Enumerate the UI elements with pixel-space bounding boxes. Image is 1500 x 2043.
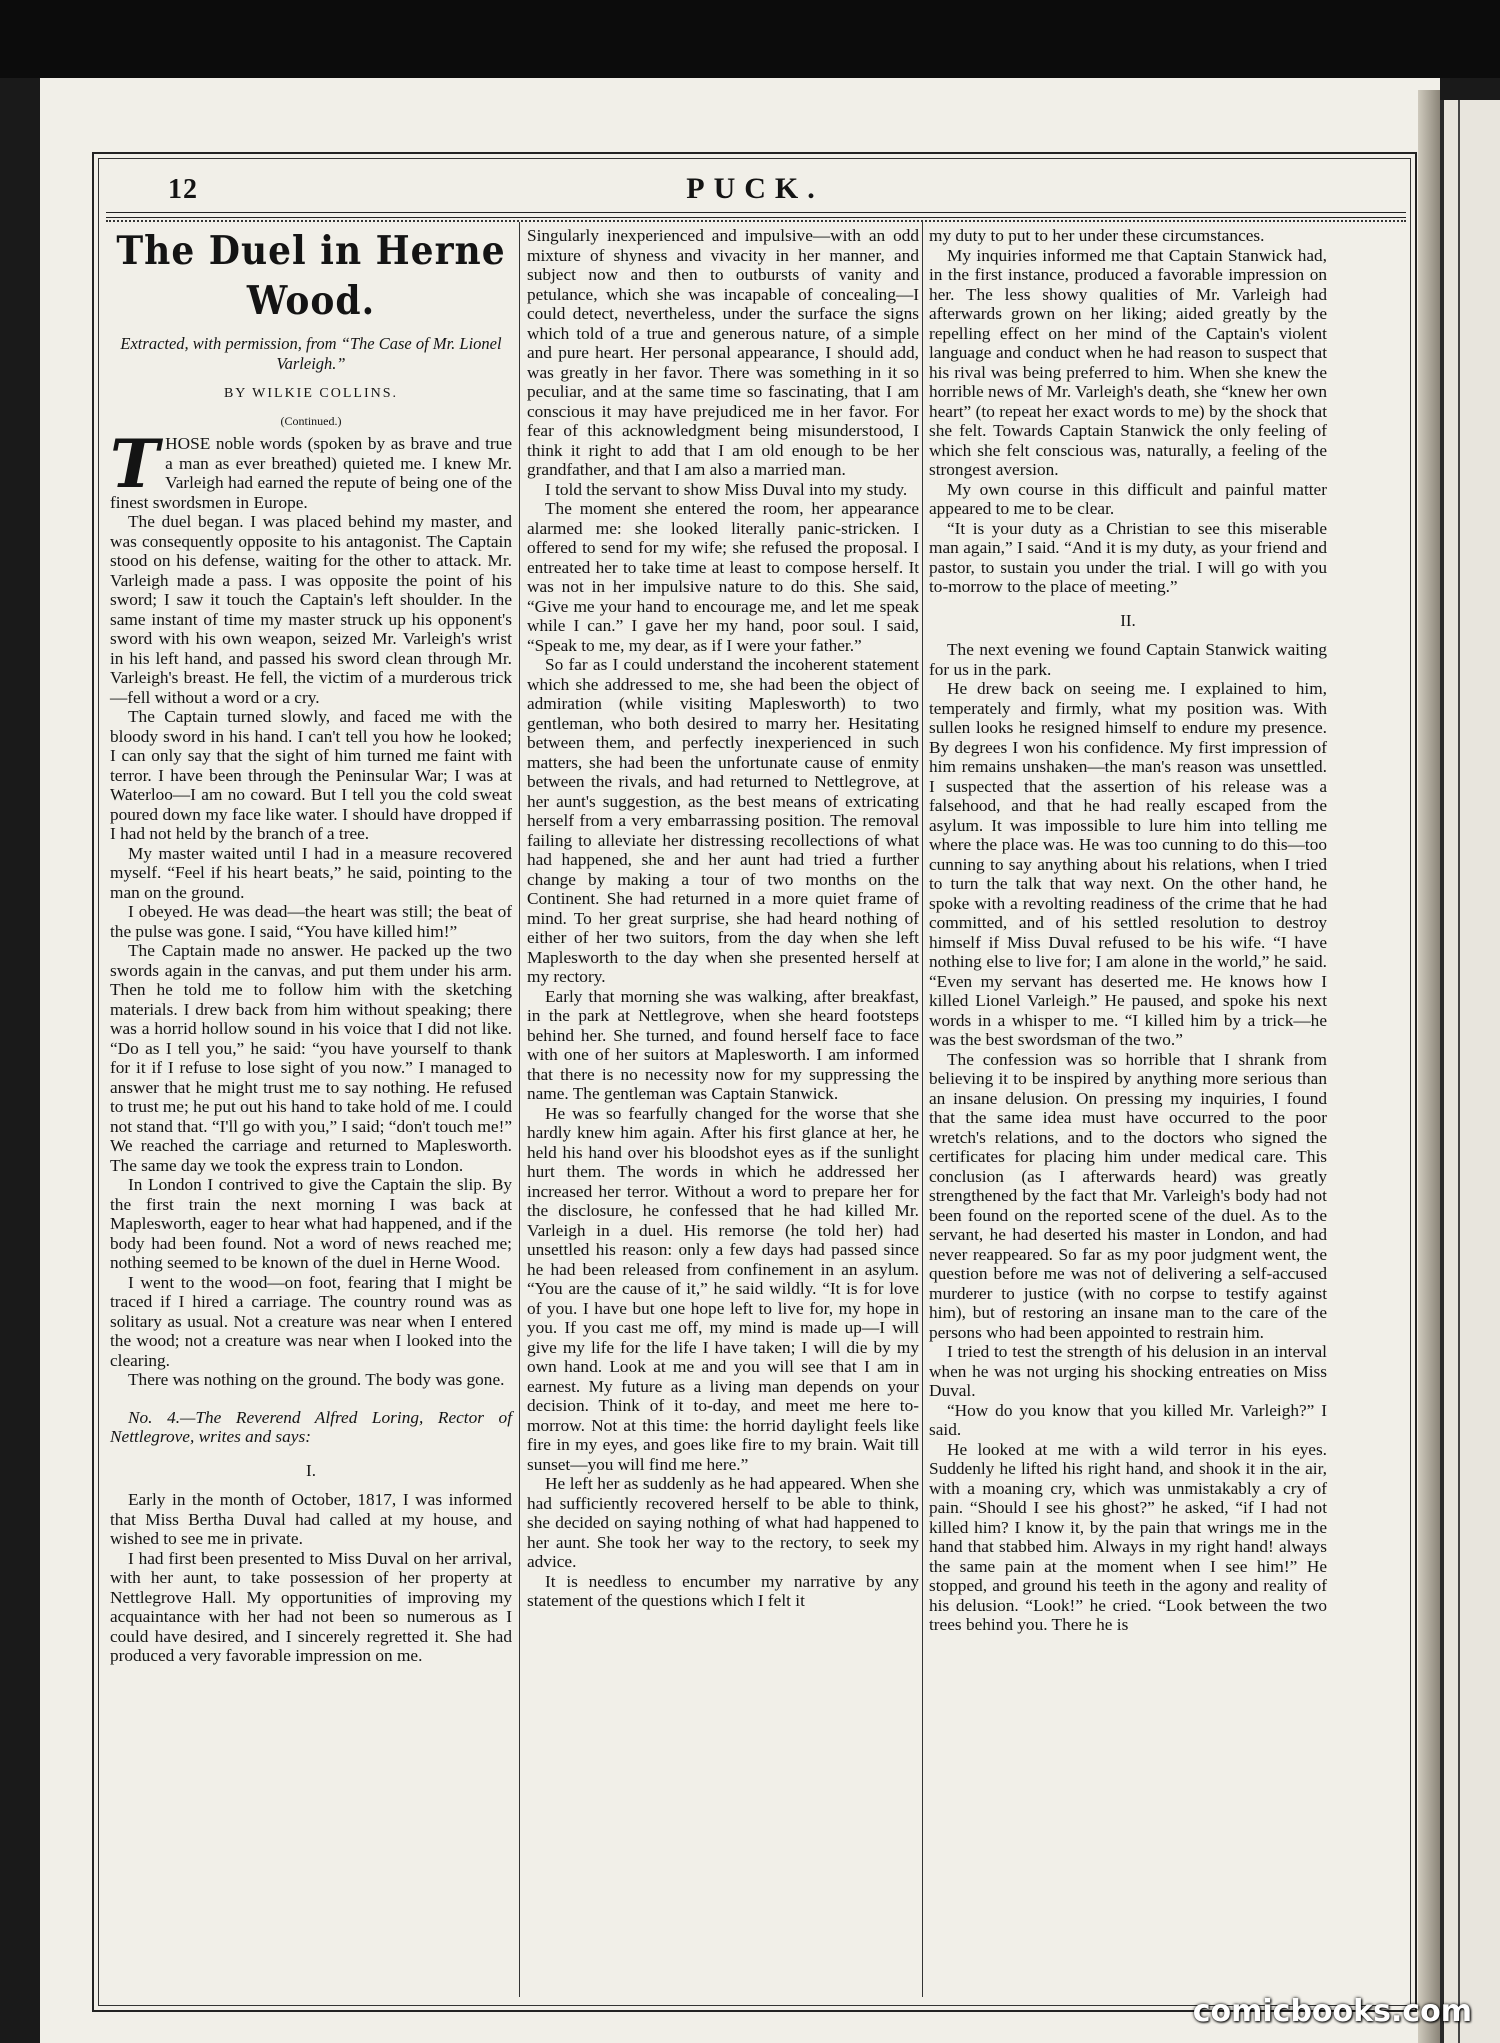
paragraph: I obeyed. He was dead—the heart was still; the beat of the pulse was gone. I said, “You have killed him!”: [110, 902, 512, 941]
header-rule: [106, 212, 1406, 218]
header-dotted-rule: [106, 220, 1406, 222]
page-header: [100, 172, 1410, 212]
paragraph: He drew back on seeing me. I explained to him, temperately and firmly, what my position was. With sullen looks he resigned himself to endure my presence. By degrees I won his confidence. My first impression of him remains unshaken—the man's reason was unsettled. I suspected that the assertion of his release was a falsehood, and that he had really escaped from the asylum. It was impossible to lure him into telling me where the place was. He was too cunning to do this—too cunning to say anything about his relations, when I tried to turn the talk that way next. On the other hand, he spoke with a revolting readiness of the crime that he had committed, and of his settled resolution to destroy himself if Miss Duval refused to be his wife. “I have nothing else to live for; I am alone in the world,” he said. “Even my servant has deserted me. He knows how I killed Lionel Varleigh.” He paused, and spoke his next words in a whisper to me. “I killed him by a trick—he was the best swordsman of the two.”: [929, 679, 1327, 1049]
paragraph: I had first been presented to Miss Duval on her arrival, with her aunt, to take possession of her property at Nettlegrove Hall. My opportunities of improving my acquaintance with her had not been so numerous as I could have desired, and I sincerely regretted it. She had produced a very favorable impression on me.: [110, 1548, 512, 1665]
facing-page-edge: [1440, 100, 1500, 2043]
paragraph: I told the servant to show Miss Duval into my study.: [545, 479, 908, 499]
paragraph: Singularly inexperienced and impulsive—with an odd mixture of shyness and vivacity in her manner, and subject now and then to outbursts of vanity and petulance, which she was incapable of concealing—I could detect, nevertheless, under the surface the signs which told of a true and generous nature, of a simple and pure heart. Her personal appearance, I should add, was greatly in her favor. There was something in it so peculiar, and at the same time so fascinating, that I am conscious it may have prejudiced me in her favor. For fear of this acknowledgment being misunderstood, I think it right to add that I am old enough to be her grandfather, and that I am also a married man.: [527, 226, 919, 479]
section-number: II.: [1120, 610, 1136, 630]
column-1: [110, 226, 512, 1666]
paragraph: He left her as suddenly as he had appeared. When she had sufficiently recovered herself to be able to think, she decided on saying nothing of what had happened to her aunt. She took her way to the rectory, to seek my advice.: [527, 1474, 919, 1571]
paragraph: The moment she entered the room, her appearance alarmed me: she looked literally panic-stricken. I offered to send for my wife; she refused the proposal. I entreated her to take time at least to compose herself. It was not in her impulsive nature to do this. She said, “Give me your hand to encourage me, and let me speak while I can.” I gave her my hand, poor soul. I said, “Speak to me, my dear, as if I were your father.”: [527, 499, 919, 655]
masthead: PUCK.: [686, 172, 824, 205]
scan-top-border: [0, 0, 1500, 78]
paragraph: I went to the wood—on foot, fearing that I might be traced if I hired a carriage. The country round was as solitary as usual. Not a creature was near when I entered the wood; not a creature was near when I looked into the clearing.: [110, 1272, 512, 1370]
paragraph: In London I contrived to give the Captain the slip. By the first train the next morning I was back at Maplesworth, eager to hear what had happened, and if the body had been found. Not a word of news reached me; nothing seemed to be known of the duel in Herne Wood.: [110, 1175, 512, 1272]
article-extract-note: Extracted, with permission, from “The Case of Mr. Lionel Varleigh.”: [120, 334, 502, 373]
paragraph: Early in the month of October, 1817, I was informed that Miss Bertha Duval had called at my house, and wished to see me in private.: [110, 1490, 512, 1548]
paragraph: my duty to put to her under these circumstances.: [929, 226, 1265, 245]
article-title: The Duel in Herne Wood.: [116, 228, 506, 324]
book-binding: [1418, 90, 1440, 2043]
paragraph: The duel began. I was placed behind my master, and was consequently opposite to his antagonist. The Captain stood on his defense, waiting for the other to attack. Mr. Varleigh made a pass. I was opposite the point of his sword; I saw it touch the Captain's left shoulder. In the same instant of time my master struck up his opponent's sword with his own weapon, seized Mr. Varleigh's wrist in his left hand, and passed his sword clean through Mr. Varleigh's breast. He fell, the victim of a murderous trick—fell without a word or a cry.: [110, 512, 512, 707]
paragraph: The Captain turned slowly, and faced me with the bloody sword in his hand. I can't tell you how he looked; I can only say that the sight of him turned me faint with terror. I have been through the Peninsular War; I was at Waterloo—I am no coward. But I tell you the cold sweat poured down my face like water. I should have dropped if I had not held by the branch of a tree.: [110, 707, 512, 843]
paragraph: THOSE noble words (spoken by as brave and true a man as ever breathed) quieted me. I knew Mr. Varleigh had earned the repute of being one of the finest swordsmen in Europe.: [110, 425, 512, 512]
paragraph: There was nothing on the ground. The body was gone.: [128, 1370, 505, 1389]
column-rule: [519, 222, 520, 1997]
paragraph: I tried to test the strength of his delusion in an interval when he was not urging his shocking entreaties on Miss Duval.: [929, 1342, 1327, 1400]
section-lead: No. 4.—The Reverend Alfred Loring, Rector of Nettlegrove, writes and says:: [110, 1407, 512, 1446]
paragraph: He looked at me with a wild terror in his eyes. Suddenly he lifted his right hand, and shook it in the air, with a moaning cry, which was unmistakably a cry of pain. “Should I see his ghost?” he asked, “if I had not killed him? I know it, by the pain that wrings me in the hand that stabbed him. Always in my right hand! always the same pain at the moment when I see him!” He stopped, and ground his teeth in the agony and reality of his delusion. “Look!” he cried. “Look between the two trees behind you. There he is: [929, 1439, 1327, 1634]
continued-note: (Continued.): [280, 413, 342, 428]
site-watermark: comicbooks.com: [1192, 1994, 1472, 2029]
column-2: [527, 226, 919, 1611]
paragraph: My inquiries informed me that Captain Stanwick had, in the first instance, produced a favorable impression on her. The less showy qualities of Mr. Varleigh had afterwards grown on her liking; aided greatly by the repelling effect on her mind of the Captain's violent language and conduct when he had reason to suspect that his rival was being preferred to him. When she knew the horrible news of Mr. Varleigh's death, she “knew her own heart” (to repeat her exact words to me) by the shock that she felt. Towards Captain Stanwick the only feeling of which she felt conscious was, naturally, a feeling of the strongest aversion.: [929, 245, 1327, 479]
paragraph: “It is your duty as a Christian to see this miserable man again,” I said. “And it is my duty, as your friend and pastor, to sustain you under the trial. I will go with you to-morrow to the place of meeting.”: [929, 518, 1327, 596]
column-3: [929, 226, 1327, 1635]
section-number: I.: [306, 1460, 316, 1480]
paragraph: The Captain made no answer. He packed up the two swords again in the canvas, and put them under his arm. Then he told me to follow him with the sketching materials. I drew back from him without speaking; there was a horrid hollow sound in his voice that I did not like. “Do as I tell you,” he said: “you have yourself to thank for it if I refuse to lose sight of you now.” I managed to answer that he might trust me to say nothing. He refused to trust me; he put out his hand to take hold of me. I could not stand that. “I'll go with you,” I said; “don't touch me!” We reached the carriage and returned to Maplesworth. The same day we took the express train to London.: [110, 941, 512, 1175]
page-number: 12: [168, 174, 198, 205]
paragraph: My master waited until I had in a measure recovered myself. “Feel if his heart beats,” he said, pointing to the man on the ground.: [110, 843, 512, 902]
column-rule: [922, 222, 923, 1997]
drop-cap: T: [110, 425, 160, 503]
byline: BY WILKIE COLLINS.: [223, 386, 399, 401]
paragraph: The confession was so horrible that I shrank from believing it to be inspired by anything more serious than an insane delusion. On pressing my inquiries, I found that the same idea must have occurred to the poor wretch's relations, and to the doctors who signed the certificates for placing him under medical care. This conclusion (as I afterwards heard) was greatly strengthened by the fact that Mr. Varleigh's body had not been found on the reported scene of the duel. As to the servant, he had deserted his master in London, and had never reappeared. So far as my poor judgment went, the question before me was not of delivering a self-accused murderer to justice (with no corpse to testify against him), but of restoring an insane man to the care of the persons who had been appointed to restrain him.: [929, 1049, 1327, 1342]
paragraph: So far as I could understand the incoherent statement which she addressed to me, she had been the object of admiration (while visiting Maplesworth) to two gentleman, who both desired to marry her. Hesitating between them, and perfectly inexperienced in such matters, she had been the unfortunate cause of enmity between the rivals, and had returned to Nettlegrove, at her aunt's suggestion, as the best means of extricating herself from a very embarrassing position. The removal failing to alleviate her distressing recollections of what had happened, she and her aunt had tried a further change by making a tour of two months on the Continent. She had returned in a more quiet frame of mind. To her great surprise, she had heard nothing of either of her two suitors, from the day when she left Maplesworth to the day when she presented herself at my rectory.: [527, 655, 919, 986]
paragraph: “How do you know that you killed Mr. Varleigh?” I said.: [929, 1400, 1327, 1439]
paragraph: My own course in this difficult and painful matter appeared to me to be clear.: [929, 479, 1327, 518]
paragraph: The next evening we found Captain Stanwick waiting for us in the park.: [929, 640, 1327, 679]
paragraph: He was so fearfully changed for the worse that she hardly knew him again. After his first glance at her, he held his hand over his bloodshot eyes as if the sunlight hurt them. The words in which he addressed her increased her terror. Without a word to prepare her for the disclosure, he confessed that he had killed Mr. Varleigh in a duel. His remorse (he told her) had unsettled his reason: only a few days had passed since he had been released from confinement in an asylum. “You are the cause of it,” he said wildly. “It is for love of you. I have but one hope left to live for, my hope in you. If you cast me off, my mind is made up—I will give my life for the life I have taken; I will die by my own hand. Look at me and you will see that I am in earnest. My future as a living man depends on your decision. Think of it to-day, and meet me here to-morrow. Not at this time: the horrid daylight feels like fire in my eyes, and goes like fire to my brain. Wait till sunset—you will find me here.”: [527, 1103, 919, 1474]
paragraph: Early that morning she was walking, after breakfast, in the park at Nettlegrove, when she heard footsteps behind her. She turned, and found herself face to face with one of her suitors at Maplesworth. I am informed that there is no necessity now for my suppressing the name. The gentleman was Captain Stanwick.: [527, 986, 919, 1103]
paragraph: It is needless to encumber my narrative by any statement of the questions which I felt it: [527, 1571, 919, 1610]
